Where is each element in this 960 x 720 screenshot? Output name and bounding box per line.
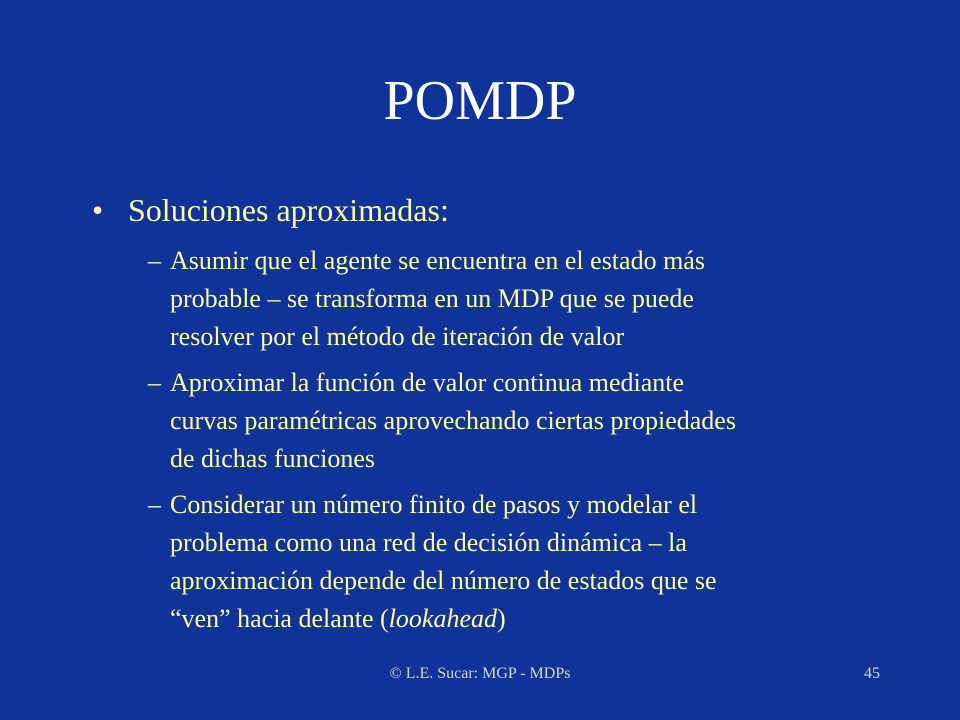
lookahead-suffix: ) bbox=[497, 604, 506, 633]
slide-title: POMDP bbox=[383, 70, 577, 132]
dash-mark: – bbox=[148, 490, 161, 519]
sub-bullet-2 bbox=[92, 364, 902, 478]
sub-bullet-3-line-1: Considerar un número finito de pasos y modelar el bbox=[170, 490, 698, 519]
dash-mark: – bbox=[148, 246, 161, 275]
lookahead-term: lookahead bbox=[388, 604, 498, 633]
bullet-soluciones bbox=[92, 186, 902, 234]
sub-bullet-list bbox=[92, 242, 902, 638]
sub-bullet-3-line-3: aproximación depende del número de estados que se bbox=[170, 566, 717, 595]
sub-bullet-3 bbox=[92, 486, 902, 638]
sub-bullet-3-line-2: problema como una red de decisión dinámica – la bbox=[170, 528, 687, 557]
bullet-text: Soluciones aproximadas: bbox=[128, 192, 449, 228]
page-number: 45 bbox=[864, 665, 880, 682]
sub-bullet-2-line-1: Aproximar la función de valor continua mediante bbox=[170, 368, 685, 397]
sub-bullet-1 bbox=[92, 242, 902, 356]
lookahead-prefix: “ven” hacia delante ( bbox=[170, 604, 389, 633]
sub-bullet-1-line-1: Asumir que el agente se encuentra en el estado más bbox=[170, 246, 705, 275]
bullet-mark: • bbox=[92, 192, 104, 228]
slide-content bbox=[92, 186, 902, 638]
dash-mark: – bbox=[148, 368, 161, 397]
sub-bullet-2-line-2: curvas paramétricas aprovechando ciertas propiedades bbox=[170, 406, 736, 435]
sub-bullet-1-line-3: resolver por el método de iteración de valor bbox=[170, 322, 625, 351]
sub-bullet-1-line-2: probable – se transforma en un MDP que se puede bbox=[170, 284, 694, 313]
sub-bullet-2-line-3: de dichas funciones bbox=[170, 444, 376, 473]
sub-bullet-3-line-4 bbox=[170, 600, 902, 638]
footer-credit: © L.E. Sucar: MGP - MDPs bbox=[389, 665, 571, 682]
